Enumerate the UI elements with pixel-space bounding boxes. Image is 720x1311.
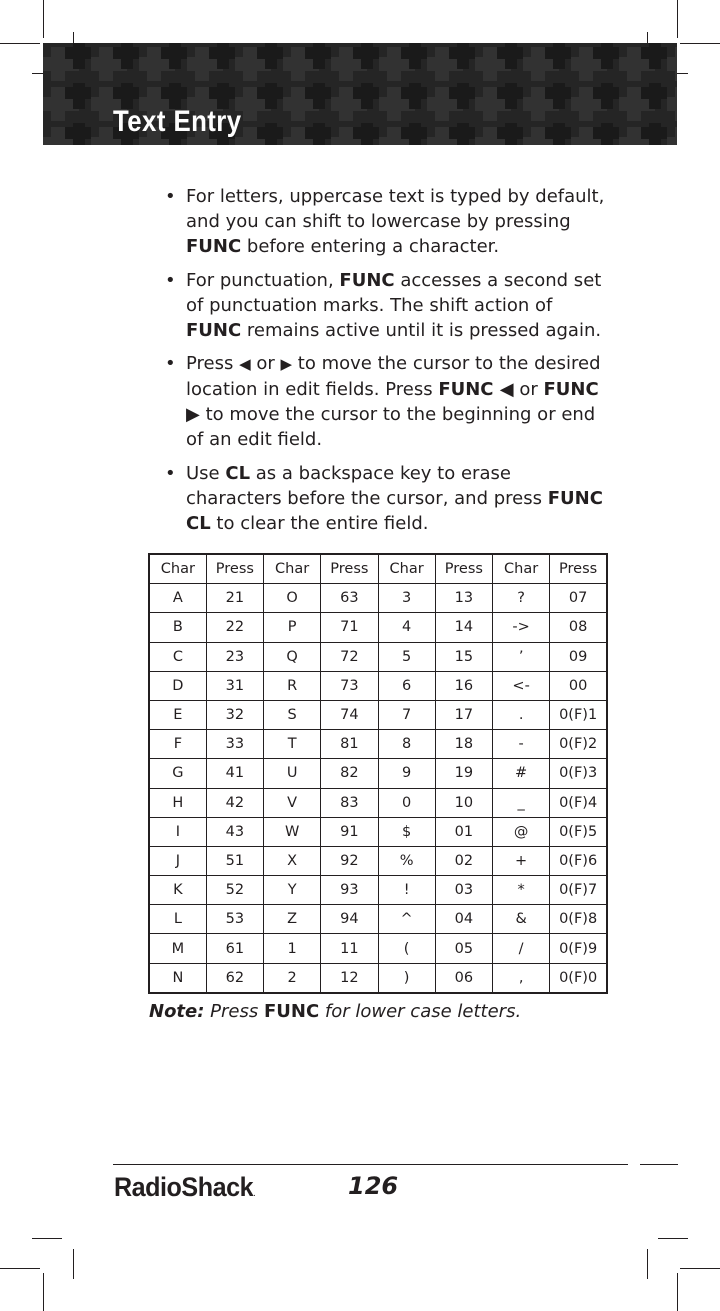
press-cell: 81 bbox=[321, 730, 378, 759]
press-cell: 21 bbox=[206, 584, 263, 613]
char-cell: , bbox=[493, 963, 550, 993]
press-cell: 62 bbox=[206, 963, 263, 993]
crop-mark bbox=[677, 0, 678, 38]
press-cell: 17 bbox=[435, 700, 492, 729]
table-row bbox=[149, 671, 607, 700]
list-item: • For punctuation, FUNC accesses a second set of punctuation marks. The shift action of FUNC remains active until it is pressed again. bbox=[162, 268, 612, 343]
column-header: Char bbox=[149, 554, 206, 584]
list-item: • Use CL as a backspace key to erase characters before the cursor, and press FUNC CL to clear the entire field. bbox=[162, 461, 612, 536]
press-cell: 02 bbox=[435, 846, 492, 875]
crop-mark bbox=[658, 1238, 688, 1239]
char-cell: I bbox=[149, 817, 206, 846]
table-row bbox=[149, 613, 607, 642]
press-cell: 18 bbox=[435, 730, 492, 759]
press-cell: 41 bbox=[206, 759, 263, 788]
char-cell: 2 bbox=[264, 963, 321, 993]
press-cell: 31 bbox=[206, 671, 263, 700]
char-cell: / bbox=[493, 934, 550, 963]
table-row bbox=[149, 700, 607, 729]
char-cell: Z bbox=[264, 905, 321, 934]
press-cell: 82 bbox=[321, 759, 378, 788]
press-cell: 00 bbox=[550, 671, 607, 700]
left-arrow-icon: ◀ bbox=[239, 355, 251, 373]
char-cell: X bbox=[264, 846, 321, 875]
char-cell: F bbox=[149, 730, 206, 759]
column-header: Press bbox=[206, 554, 263, 584]
footer-divider bbox=[113, 1164, 628, 1165]
press-cell: 43 bbox=[206, 817, 263, 846]
crop-mark bbox=[43, 0, 44, 38]
char-cell: ( bbox=[378, 934, 435, 963]
char-cell: A bbox=[149, 584, 206, 613]
crop-mark bbox=[677, 1273, 678, 1311]
char-cell: ? bbox=[493, 584, 550, 613]
column-header: Press bbox=[435, 554, 492, 584]
char-cell: B bbox=[149, 613, 206, 642]
column-header: Char bbox=[264, 554, 321, 584]
char-cell: G bbox=[149, 759, 206, 788]
char-cell: 3 bbox=[378, 584, 435, 613]
char-cell: Q bbox=[264, 642, 321, 671]
press-cell: 53 bbox=[206, 905, 263, 934]
char-cell: @ bbox=[493, 817, 550, 846]
table-row bbox=[149, 846, 607, 875]
press-cell: 13 bbox=[435, 584, 492, 613]
press-cell: 91 bbox=[321, 817, 378, 846]
press-cell: 42 bbox=[206, 788, 263, 817]
table-row bbox=[149, 876, 607, 905]
press-cell: 09 bbox=[550, 642, 607, 671]
press-cell: 92 bbox=[321, 846, 378, 875]
table-row bbox=[149, 817, 607, 846]
press-cell: 23 bbox=[206, 642, 263, 671]
press-cell: 01 bbox=[435, 817, 492, 846]
column-header: Press bbox=[321, 554, 378, 584]
crop-mark bbox=[680, 43, 720, 44]
crop-mark bbox=[32, 1238, 62, 1239]
char-cell: 0 bbox=[378, 788, 435, 817]
press-cell: 03 bbox=[435, 876, 492, 905]
instruction-list bbox=[162, 184, 612, 544]
char-cell: W bbox=[264, 817, 321, 846]
press-cell: 51 bbox=[206, 846, 263, 875]
char-cell: H bbox=[149, 788, 206, 817]
press-cell: 05 bbox=[435, 934, 492, 963]
char-cell: % bbox=[378, 846, 435, 875]
char-cell: $ bbox=[378, 817, 435, 846]
char-cell: 9 bbox=[378, 759, 435, 788]
char-cell: ) bbox=[378, 963, 435, 993]
list-item: • For letters, uppercase text is typed by default, and you can shift to lowercase by pressing FUNC before entering a character. bbox=[162, 184, 612, 259]
crop-mark bbox=[43, 1273, 44, 1311]
press-cell: 73 bbox=[321, 671, 378, 700]
char-cell: * bbox=[493, 876, 550, 905]
char-cell: -> bbox=[493, 613, 550, 642]
char-cell: M bbox=[149, 934, 206, 963]
press-cell: 0(F)8 bbox=[550, 905, 607, 934]
crop-mark bbox=[647, 1249, 648, 1279]
press-cell: 10 bbox=[435, 788, 492, 817]
char-cell: . bbox=[493, 700, 550, 729]
char-cell: L bbox=[149, 905, 206, 934]
press-cell: 22 bbox=[206, 613, 263, 642]
char-cell: S bbox=[264, 700, 321, 729]
crop-mark bbox=[0, 43, 40, 44]
char-cell: K bbox=[149, 876, 206, 905]
crop-mark bbox=[680, 1268, 720, 1269]
press-cell: 0(F)4 bbox=[550, 788, 607, 817]
char-cell: ^ bbox=[378, 905, 435, 934]
char-cell: 6 bbox=[378, 671, 435, 700]
press-cell: 72 bbox=[321, 642, 378, 671]
press-cell: 32 bbox=[206, 700, 263, 729]
table-row bbox=[149, 788, 607, 817]
column-header: Press bbox=[550, 554, 607, 584]
press-cell: 71 bbox=[321, 613, 378, 642]
char-cell: Y bbox=[264, 876, 321, 905]
char-cell: + bbox=[493, 846, 550, 875]
char-cell: E bbox=[149, 700, 206, 729]
char-cell: 5 bbox=[378, 642, 435, 671]
press-cell: 12 bbox=[321, 963, 378, 993]
press-cell: 52 bbox=[206, 876, 263, 905]
crop-mark bbox=[0, 1268, 40, 1269]
char-cell: <- bbox=[493, 671, 550, 700]
press-cell: 04 bbox=[435, 905, 492, 934]
column-header: Char bbox=[493, 554, 550, 584]
press-cell: 0(F)3 bbox=[550, 759, 607, 788]
press-cell: 14 bbox=[435, 613, 492, 642]
char-cell: C bbox=[149, 642, 206, 671]
press-cell: 0(F)5 bbox=[550, 817, 607, 846]
table-row bbox=[149, 642, 607, 671]
char-cell: J bbox=[149, 846, 206, 875]
char-cell: V bbox=[264, 788, 321, 817]
note: Note: Press FUNC for lower case letters. bbox=[149, 1001, 522, 1022]
press-cell: 11 bbox=[321, 934, 378, 963]
press-cell: 06 bbox=[435, 963, 492, 993]
press-cell: 0(F)1 bbox=[550, 700, 607, 729]
char-cell: & bbox=[493, 905, 550, 934]
character-key-table bbox=[148, 553, 608, 994]
char-cell: N bbox=[149, 963, 206, 993]
char-cell: U bbox=[264, 759, 321, 788]
char-cell: P bbox=[264, 613, 321, 642]
press-cell: 74 bbox=[321, 700, 378, 729]
footer-divider bbox=[640, 1164, 678, 1165]
crop-mark bbox=[73, 1249, 74, 1279]
page-title: Text Entry bbox=[113, 105, 242, 138]
table-header-row bbox=[149, 554, 607, 584]
press-cell: 94 bbox=[321, 905, 378, 934]
press-cell: 15 bbox=[435, 642, 492, 671]
press-cell: 19 bbox=[435, 759, 492, 788]
page-number: 126 bbox=[348, 1172, 399, 1200]
char-cell: - bbox=[493, 730, 550, 759]
press-cell: 63 bbox=[321, 584, 378, 613]
table-row bbox=[149, 730, 607, 759]
press-cell: 93 bbox=[321, 876, 378, 905]
char-cell: T bbox=[264, 730, 321, 759]
column-header: Char bbox=[378, 554, 435, 584]
press-cell: 83 bbox=[321, 788, 378, 817]
press-cell: 0(F)6 bbox=[550, 846, 607, 875]
press-cell: 33 bbox=[206, 730, 263, 759]
char-cell: R bbox=[264, 671, 321, 700]
char-cell: 7 bbox=[378, 700, 435, 729]
table-row bbox=[149, 759, 607, 788]
char-cell: O bbox=[264, 584, 321, 613]
press-cell: 08 bbox=[550, 613, 607, 642]
table-row bbox=[149, 905, 607, 934]
section-banner bbox=[43, 43, 677, 145]
char-cell: 1 bbox=[264, 934, 321, 963]
table-row bbox=[149, 934, 607, 963]
char-cell: ! bbox=[378, 876, 435, 905]
char-cell: ’ bbox=[493, 642, 550, 671]
brand-logo: RadioShack. bbox=[114, 1172, 256, 1202]
press-cell: 0(F)7 bbox=[550, 876, 607, 905]
char-cell: _ bbox=[493, 788, 550, 817]
list-item: • Press ◀ or ▶ to move the cursor to the desired location in edit fields. Press FUNC ◀ or FUNC ▶ to move the cursor to the beginning or end of an edit field. bbox=[162, 351, 612, 452]
press-cell: 0(F)0 bbox=[550, 963, 607, 993]
press-cell: 61 bbox=[206, 934, 263, 963]
table-row bbox=[149, 584, 607, 613]
char-cell: 8 bbox=[378, 730, 435, 759]
press-cell: 16 bbox=[435, 671, 492, 700]
char-cell: # bbox=[493, 759, 550, 788]
char-cell: 4 bbox=[378, 613, 435, 642]
char-cell: D bbox=[149, 671, 206, 700]
table-row bbox=[149, 963, 607, 993]
press-cell: 0(F)2 bbox=[550, 730, 607, 759]
right-arrow-icon: ▶ bbox=[280, 355, 293, 373]
press-cell: 0(F)9 bbox=[550, 934, 607, 963]
press-cell: 07 bbox=[550, 584, 607, 613]
